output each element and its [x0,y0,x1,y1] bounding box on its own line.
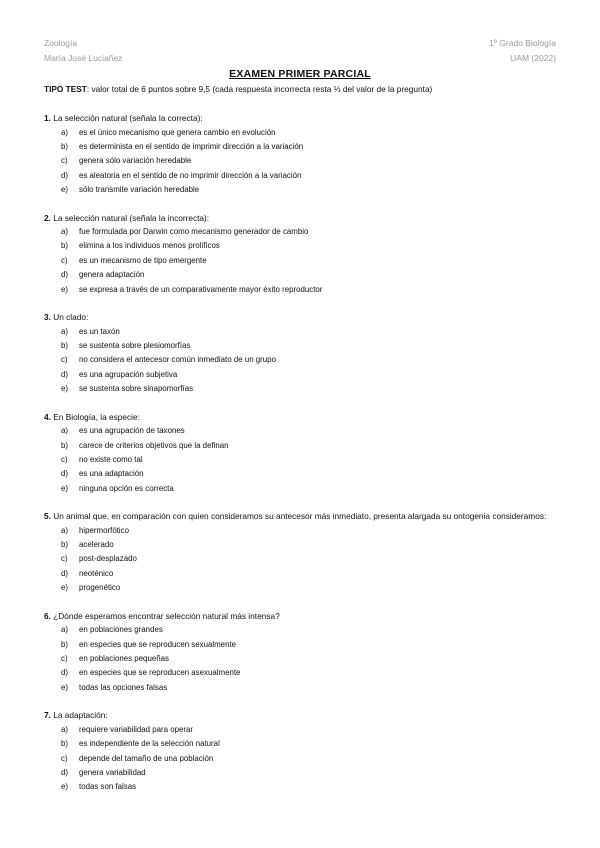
question-statement: Un clado: [53,312,89,323]
option-list [44,424,560,496]
question-number: 6. [44,610,51,621]
option-text: es una agrupación de taxones [79,426,185,436]
answer-option [44,766,560,780]
option-letter: c) [61,255,68,265]
option-letter: e) [61,384,69,394]
option-letter: d) [61,668,69,678]
answer-option [44,623,560,637]
option-text: genera sólo variación heredable [79,156,192,166]
option-text: requiere variabilidad para operar [79,724,194,734]
option-text: genera variabilidad [79,767,146,777]
option-text: es el único mecanismo que genera cambio en evolución [79,127,276,137]
answer-option [44,183,560,197]
header-course: 1º Grado Biología [489,38,556,48]
question-text [44,510,560,523]
option-text: todas son falsas [79,782,137,792]
option-text: genera adaptación [79,270,145,280]
option-text: carece de criterios objetivos que la definan [79,440,229,450]
option-text: es determinista en el sentido de imprimir dirección a la variación [79,141,304,151]
option-letter: d) [61,568,69,578]
option-text: fue formulada por Darwin como mecanismo generador de cambio [79,227,309,237]
option-letter: a) [61,625,69,635]
option-letter: c) [61,454,68,464]
option-letter: a) [61,326,69,336]
answer-option [44,368,560,382]
option-text: en poblaciones grandes [79,625,163,635]
answer-option [44,225,560,239]
question-statement: La selección natural (señala la correcta): [53,113,203,123]
question-statement: ¿Dónde esperamos encontrar selección natural más intensa? [53,610,280,621]
question-statement: La selección natural (señala la incorrecta): [53,212,210,223]
answer-option [44,581,560,595]
option-letter: b) [61,141,69,151]
answer-option [44,467,560,481]
option-text: es independiente de la selección natural [79,739,220,749]
option-letter: e) [61,284,69,294]
option-letter: b) [61,340,69,350]
answer-option [44,140,560,154]
option-letter: e) [61,782,69,792]
question-number: 2. [44,212,51,223]
option-text: se expresa a través de un comparativamente mayor éxito reproductor [79,284,323,294]
answer-option [44,169,560,183]
answer-option [44,666,560,680]
option-letter: c) [61,355,68,365]
question-list [44,112,560,809]
question-number: 7. [44,710,51,721]
option-list [44,225,560,297]
option-letter: a) [61,227,69,237]
option-text: es aleatoria en el sentido de no imprimir dirección a la variación [79,170,302,180]
option-text: elimina a los individuos menos prolíficos [79,241,220,251]
option-text: no existe como tal [79,454,143,464]
question-text [44,610,560,623]
exam-instructions [44,83,432,95]
question-statement: En Biología, la especie: [53,411,140,422]
answer-option [44,780,560,794]
answer-option [44,439,560,453]
option-letter: b) [61,639,69,649]
option-text: todas las opciones falsas [79,682,168,692]
option-text: ninguna opción es correcta [79,483,174,493]
question-7 [44,709,560,795]
option-letter: d) [61,469,69,479]
option-text: post-desplazado [79,554,137,564]
option-text: neoténico [79,568,114,578]
question-statement: La adaptación: [53,710,108,721]
answer-option [44,482,560,496]
option-letter: c) [61,753,68,763]
option-text: es un mecanismo de tipo emergente [79,255,207,265]
answer-option [44,325,560,339]
question-5 [44,510,560,596]
question-text [44,709,560,722]
question-number: 4. [44,411,51,422]
answer-option [44,126,560,140]
answer-option [44,239,560,253]
option-letter: a) [61,724,69,734]
option-letter: c) [61,653,68,663]
option-letter: e) [61,583,69,593]
question-number: 5. [44,511,51,522]
option-text: en especies que se reproducen sexualmente [79,639,237,649]
option-letter: b) [61,440,69,450]
option-text: sólo transmite variación heredable [79,185,200,195]
option-list [44,126,560,198]
answer-option [44,453,560,467]
option-letter: b) [61,739,69,749]
option-letter: c) [61,156,68,166]
option-list [44,524,560,596]
option-letter: e) [61,483,69,493]
question-6 [44,610,560,696]
answer-option [44,567,560,581]
option-letter: a) [61,127,69,137]
exam-title: EXAMEN PRIMER PARCIAL [229,68,371,80]
answer-option [44,737,560,751]
option-text: es una agrupación subjetiva [79,369,178,379]
answer-option [44,353,560,367]
header-institution: UAM (2022) [510,53,556,63]
answer-option [44,652,560,666]
question-1 [44,112,560,198]
option-letter: a) [61,525,69,535]
option-letter: d) [61,369,69,379]
option-letter: d) [61,170,69,180]
option-letter: b) [61,540,69,550]
question-text [44,411,560,424]
answer-option [44,268,560,282]
answer-option [44,524,560,538]
header-subject: Zoología [44,38,78,48]
option-text: no considera el antecesor común inmediato de un grupo [79,355,276,365]
option-text: es una adaptación [79,469,144,479]
instructions-label: TIPO TEST [44,84,87,94]
option-text: acelerado [79,540,114,550]
answer-option [44,752,560,766]
option-letter: a) [61,426,69,436]
question-number: 1. [44,113,51,123]
option-letter: d) [61,767,69,777]
option-text: depende del tamaño de una población [79,753,214,763]
header-right [489,36,556,66]
option-text: progenético [79,583,121,593]
option-letter: e) [61,682,69,692]
option-letter: d) [61,270,69,280]
answer-option [44,552,560,566]
answer-option [44,283,560,297]
option-letter: e) [61,185,69,195]
answer-option [44,723,560,737]
question-statement: Un animal que, en comparación con quien consideramos su antecesor más inmediato, presenta alargada su ontogenia consideramos: [53,511,547,522]
question-3 [44,311,560,397]
option-text: hipermorfótico [79,525,129,535]
answer-option [44,254,560,268]
question-text [44,212,560,225]
option-text: se sustenta sobre plesiomorfías [79,340,191,350]
question-number: 3. [44,312,51,323]
answer-option [44,681,560,695]
option-text: en poblaciones pequeñas [79,653,169,663]
header-author: María José Luciañez [44,53,123,63]
answer-option [44,638,560,652]
option-list [44,623,560,695]
answer-option [44,538,560,552]
question-4 [44,411,560,497]
option-list [44,325,560,397]
answer-option [44,339,560,353]
instructions-text: : valor total de 6 puntos sobre 9,5 (cada respuesta incorrecta resta ⅓ del valor de la pregunta) [86,84,433,94]
option-letter: b) [61,241,69,251]
question-2 [44,212,560,298]
answer-option [44,424,560,438]
option-text: en especies que se reproducen asexualmente [79,668,241,678]
answer-option [44,154,560,168]
question-text [44,112,560,125]
answer-option [44,382,560,396]
option-text: se sustenta sobre sinapomorfías [79,384,194,394]
header-left [44,36,122,66]
option-letter: c) [61,554,68,564]
option-list [44,723,560,795]
question-text [44,311,560,324]
option-text: es un taxón [79,326,120,336]
